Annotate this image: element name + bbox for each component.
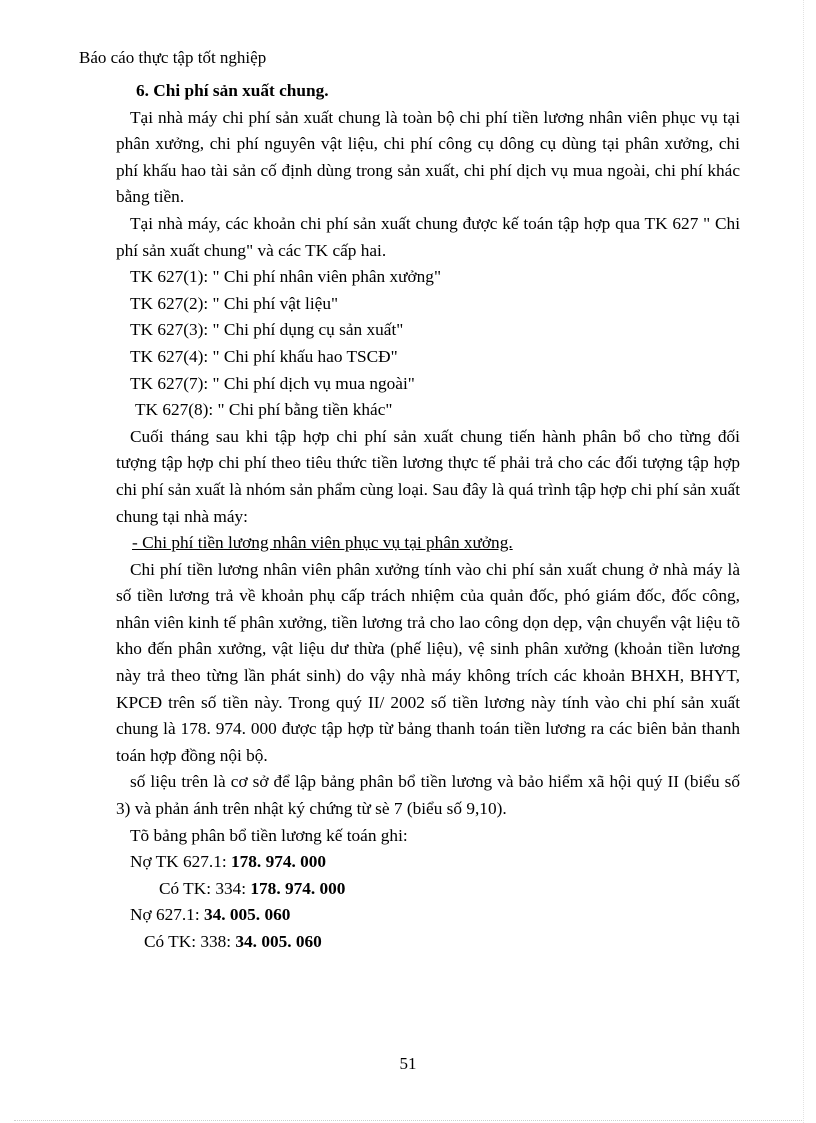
entry-label: Có TK: 338:: [144, 932, 236, 951]
entry-amount: 178. 974. 000: [250, 878, 346, 898]
entry-amount: 34. 005. 060: [203, 905, 291, 925]
account-line: TK 627(4): " Chi phí khấu hao TSCĐ": [130, 346, 398, 366]
account-line: TK 627(2): " Chi phí vật liệu": [130, 293, 339, 313]
paragraph: Tại nhà máy, các khoản chi phí sản xuất chung được kế toán tập hợp qua TK 627 " Chi phí sản xuất chung" và các TK cấp hai.: [116, 213, 740, 260]
entry-label: Nợ TK 627.1:: [130, 852, 231, 872]
paragraph: Chi phí tiền lương nhân viên phân xưởng tính vào chi phí sản xuất chung ở nhà máy là số tiền lương trả về khoản phụ cấp trách nhiệm của quản đốc, phó giám đốc, đốc công, nhân viên kinh tế phân xưởng, tiền lương trả cho lao công dọn dẹp, vận chuyển vật liệu tõ kho đến phân xưởng, vật liệu dư thừa (phế liệu), vệ sinh phân xưởng (khoản tiền lương này trả theo từng lần phát sinh) do vậy nhà máy không trích các khoản BHXH, BHYT, KPCĐ trên số tiền này. Trong quý II/ 2002 số tiền lương này tính vào chi phí sản xuất chung là 178. 974. 000 được tập hợp từ bảng thanh toán tiền lương ra các biên bản thanh toán hợp đồng nội bộ.: [116, 559, 740, 765]
entry-label: Nợ 627.1:: [130, 905, 204, 925]
paragraph: số liệu trên là cơ sở để lập bảng phân bổ tiền lương và bảo hiểm xã hội quý II (biểu số 3) và phản ánh trên nhật ký chứng từ sè 7 (biểu số 9,10).: [116, 772, 740, 819]
paragraph: Tõ bảng phân bổ tiền lương kế toán ghi:: [130, 825, 408, 845]
entry-amount: 178. 974. 000: [231, 852, 327, 872]
page-bottom-border: [14, 1120, 802, 1121]
section-heading: 6. Chi phí sản xuất chung.: [136, 81, 329, 100]
page-content: [116, 78, 740, 956]
account-line: TK 627(3): " Chi phí dụng cụ sản xuất": [130, 320, 404, 340]
account-line: TK 627(8): " Chi phí bằng tiền khác": [135, 400, 393, 420]
running-header: Báo cáo thực tập tốt nghiệp: [79, 48, 267, 67]
journal-entry: [116, 902, 740, 929]
account-line: TK 627(7): " Chi phí dịch vụ mua ngoài": [130, 373, 415, 393]
journal-entry: [116, 929, 740, 956]
page-number: 51: [399, 1054, 417, 1073]
paragraph: Tại nhà máy chi phí sản xuất chung là toàn bộ chi phí tiền lương nhân viên phục vụ tại phân xưởng, chi phí nguyên vật liệu, chi phí công cụ dông cụ dùng tại phân xưởng, chi phí khấu hao tài sản cố định dùng trong sản xuất, chi phí dịch vụ mua ngoài, chi phí khác bằng tiền.: [116, 107, 740, 207]
account-line: TK 627(1): " Chi phí nhân viên phân xưởng": [130, 267, 441, 287]
subsection-heading: - Chi phí tiền lương nhân viên phục vụ tại phân xưởng.: [132, 533, 513, 553]
entry-label: Có TK: 334:: [159, 878, 251, 898]
page-right-border: [803, 0, 804, 1123]
journal-entry: [116, 849, 740, 876]
entry-amount: 34. 005. 060: [235, 932, 322, 951]
paragraph: Cuối tháng sau khi tập hợp chi phí sản xuất chung tiến hành phân bổ cho từng đối tượng tập hợp chi phí theo tiêu thức tiền lương thực tế phải trả cho các đối tượng tập hợp chi phí sản xuất là nhóm sản phẩm cùng loại. Sau đây là quá trình tập hợp chi phí sản xuất chung tại nhà máy:: [116, 426, 740, 526]
journal-entry: [116, 876, 740, 903]
